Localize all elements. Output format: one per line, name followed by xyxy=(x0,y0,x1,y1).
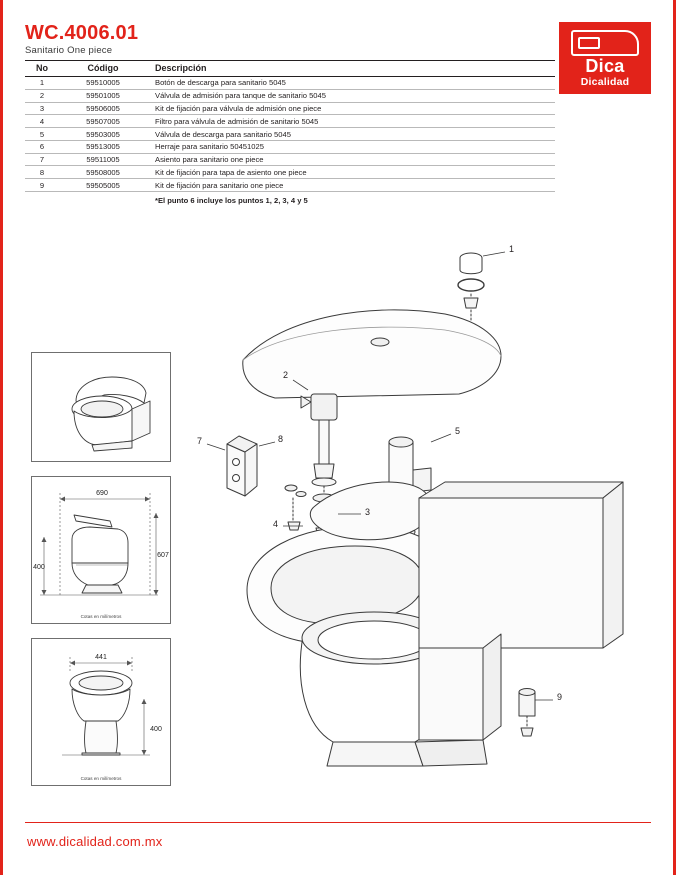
cell-desc: Kit de fijación para sanitario one piece xyxy=(147,179,555,192)
figure-side-view xyxy=(31,476,171,624)
table-row xyxy=(25,166,555,179)
part-hinge-pin-hole xyxy=(233,459,240,466)
exploded-assembly-diagram xyxy=(183,230,661,810)
side-height-dimension: 607 xyxy=(157,552,169,559)
cell-code: 59513005 xyxy=(59,140,147,153)
part-fill-valve-shaft xyxy=(319,420,329,464)
cell-no: 8 xyxy=(25,166,59,179)
cell-code: 59505005 xyxy=(59,179,147,192)
cell-code: 59503005 xyxy=(59,128,147,141)
part-flush-button-ring xyxy=(458,279,484,291)
brand-name: Dica xyxy=(585,56,625,76)
footer-website-url[interactable]: www.dicalidad.com.mx xyxy=(27,834,163,849)
table-note-row xyxy=(25,192,555,207)
side-view-caption: Cotas en milímetros xyxy=(80,614,122,619)
cell-no: 9 xyxy=(25,179,59,192)
column-header-code: Código xyxy=(59,61,147,77)
brand-tagline: Dicalidad xyxy=(580,76,630,88)
table-row xyxy=(25,140,555,153)
callout-7: 7 xyxy=(197,436,203,446)
cell-desc: Kit de fijación para tapa de asiento one piece xyxy=(147,166,555,179)
toilet-isometric-drawing xyxy=(32,353,170,461)
table-row xyxy=(25,128,555,141)
table-header-row xyxy=(25,61,555,77)
part-seat-cover xyxy=(310,482,431,540)
table-row xyxy=(25,179,555,192)
table-row xyxy=(25,89,555,102)
table-row xyxy=(25,115,555,128)
callout-3: 3 xyxy=(365,507,371,517)
cell-no: 6 xyxy=(25,140,59,153)
parts-table-container xyxy=(25,60,555,206)
table-row xyxy=(25,102,555,115)
side-left-dimension: 400 xyxy=(33,564,45,571)
cell-code: 59501005 xyxy=(59,89,147,102)
front-view-caption: Cotas en milímetros xyxy=(80,776,122,781)
part-fill-valve-head xyxy=(311,394,337,420)
part-tank-body xyxy=(419,498,603,648)
front-height-dimension: 400 xyxy=(150,726,162,733)
column-header-no: No xyxy=(25,61,59,77)
cell-no: 2 xyxy=(25,89,59,102)
cell-desc: Asiento para sanitario one piece xyxy=(147,153,555,166)
part-pedestal-base xyxy=(327,742,423,766)
toilet-front-drawing xyxy=(32,639,170,785)
cell-desc: Filtro para válvula de admisión de sanitario 5045 xyxy=(147,115,555,128)
cell-desc: Kit de fijación para válvula de admisión one piece xyxy=(147,102,555,115)
callout-2: 2 xyxy=(283,370,289,380)
exploded-drawing xyxy=(183,230,661,810)
toilet-side-drawing xyxy=(32,477,170,623)
parts-table xyxy=(25,60,555,206)
table-row xyxy=(25,153,555,166)
callout-9: 9 xyxy=(557,692,563,702)
front-width-dimension: 441 xyxy=(95,654,107,661)
column-header-desc: Descripción xyxy=(147,61,555,77)
document-subtitle: Sanitario One piece xyxy=(25,45,113,56)
part-filter-cap xyxy=(285,485,297,491)
cell-desc: Válvula de admisión para tanque de sanitario 5045 xyxy=(147,89,555,102)
dica-logo-icon xyxy=(571,30,639,56)
cell-no: 5 xyxy=(25,128,59,141)
cell-desc: Botón de descarga para sanitario 5045 xyxy=(147,77,555,90)
part-tank-lid xyxy=(243,310,501,398)
document-code: WC.4006.01 xyxy=(25,22,139,44)
table-row xyxy=(25,77,555,90)
cell-no: 7 xyxy=(25,153,59,166)
cell-code: 59510005 xyxy=(59,77,147,90)
table-note: *El punto 6 incluye los puntos 1, 2, 3, 4 y 5 xyxy=(155,196,308,206)
cell-code: 59511005 xyxy=(59,153,147,166)
cell-desc: Herraje para sanitario 50451025 xyxy=(147,140,555,153)
figure-front-view xyxy=(31,638,171,786)
cell-code: 59508005 xyxy=(59,166,147,179)
side-width-dimension: 690 xyxy=(96,490,108,497)
cell-code: 59506005 xyxy=(59,102,147,115)
callout-5: 5 xyxy=(455,426,461,436)
footer-divider xyxy=(25,822,651,823)
figure-isometric-view xyxy=(31,352,171,462)
part-filter-screen xyxy=(296,492,306,497)
part-hinge-bracket xyxy=(227,444,245,496)
brand-logo xyxy=(559,22,651,94)
cell-desc: Válvula de descarga para sanitario 5045 xyxy=(147,128,555,141)
callout-4: 4 xyxy=(273,519,279,529)
cell-no: 3 xyxy=(25,102,59,115)
callout-8: 8 xyxy=(278,434,284,444)
part-lid-button-hole xyxy=(371,338,389,346)
callout-1: 1 xyxy=(509,244,515,254)
cell-no: 1 xyxy=(25,77,59,90)
cell-no: 4 xyxy=(25,115,59,128)
cell-code: 59507005 xyxy=(59,115,147,128)
